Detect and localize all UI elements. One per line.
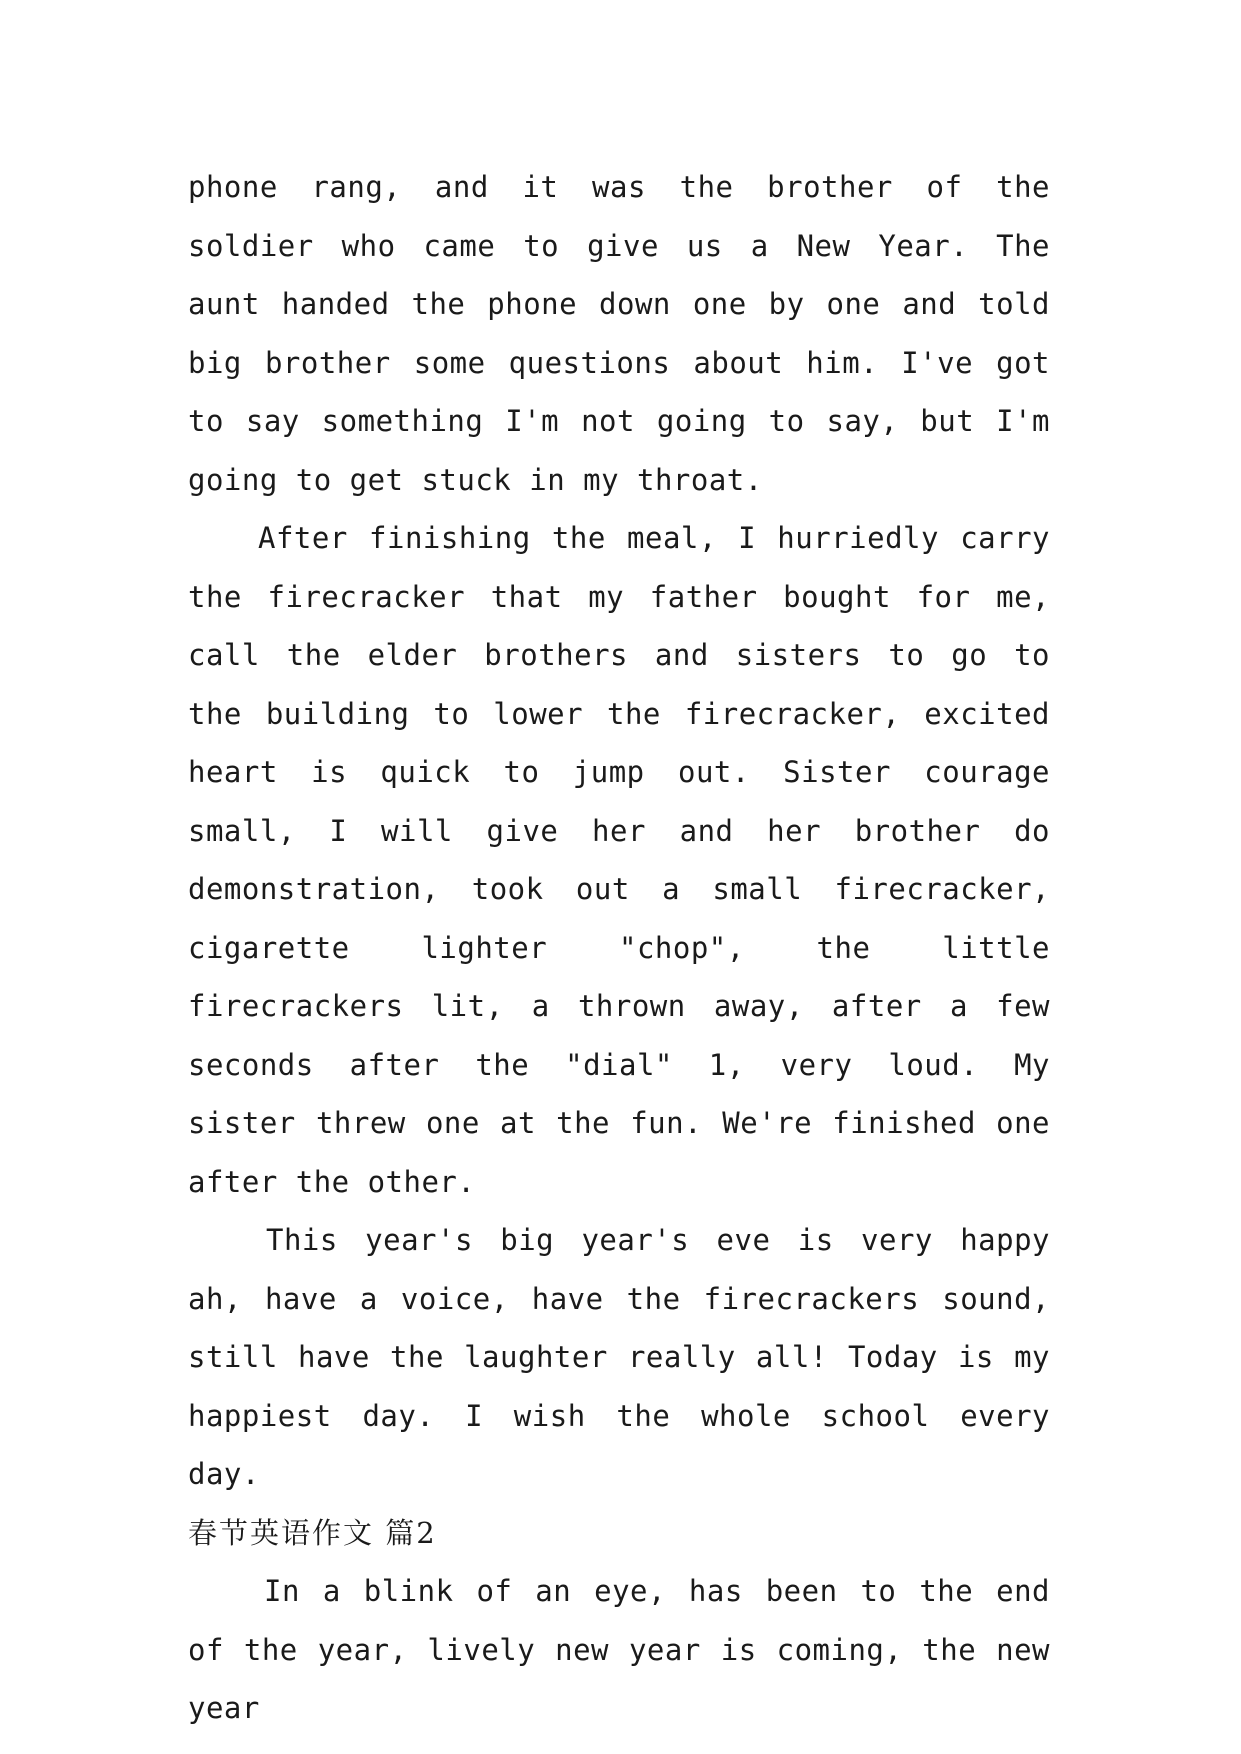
section-heading: 春节英语作文 篇2 [188, 1515, 437, 1550]
paragraph-firecrackers: After finishing the meal, I hurriedly carry the firecracker that my father bought for me, call the elder brothers and sisters to go to the building to lower the firecracker, excited heart is quick to jump out. Sister courage small, I will give her and her brother do demonstration, took out a small firecracker, cigarette lighter "chop", the little firecrackers lit, a thrown away, after a few seconds after the "dial" 1, very loud. My sister threw one at the fun. We're finished one after the other. [188, 521, 1050, 1199]
document-body [188, 158, 1050, 1738]
paragraph-phone-call: phone rang, and it was the brother of the soldier who came to give us a New Year. The aunt handed the phone down one by one and told big brother some questions about him. I've got to say something I'm not going to say, but I'm going to get stuck in my throat. [188, 170, 1050, 497]
paragraph-happy-eve: This year's big year's eve is very happy ah, have a voice, have the firecrackers sound, still have the laughter really all! Today is my happiest day. I wish the whole school every day. [188, 1223, 1050, 1491]
paragraph-new-year: In a blink of an eye, has been to the end of the year, lively new year is coming, the new year [188, 1574, 1050, 1725]
